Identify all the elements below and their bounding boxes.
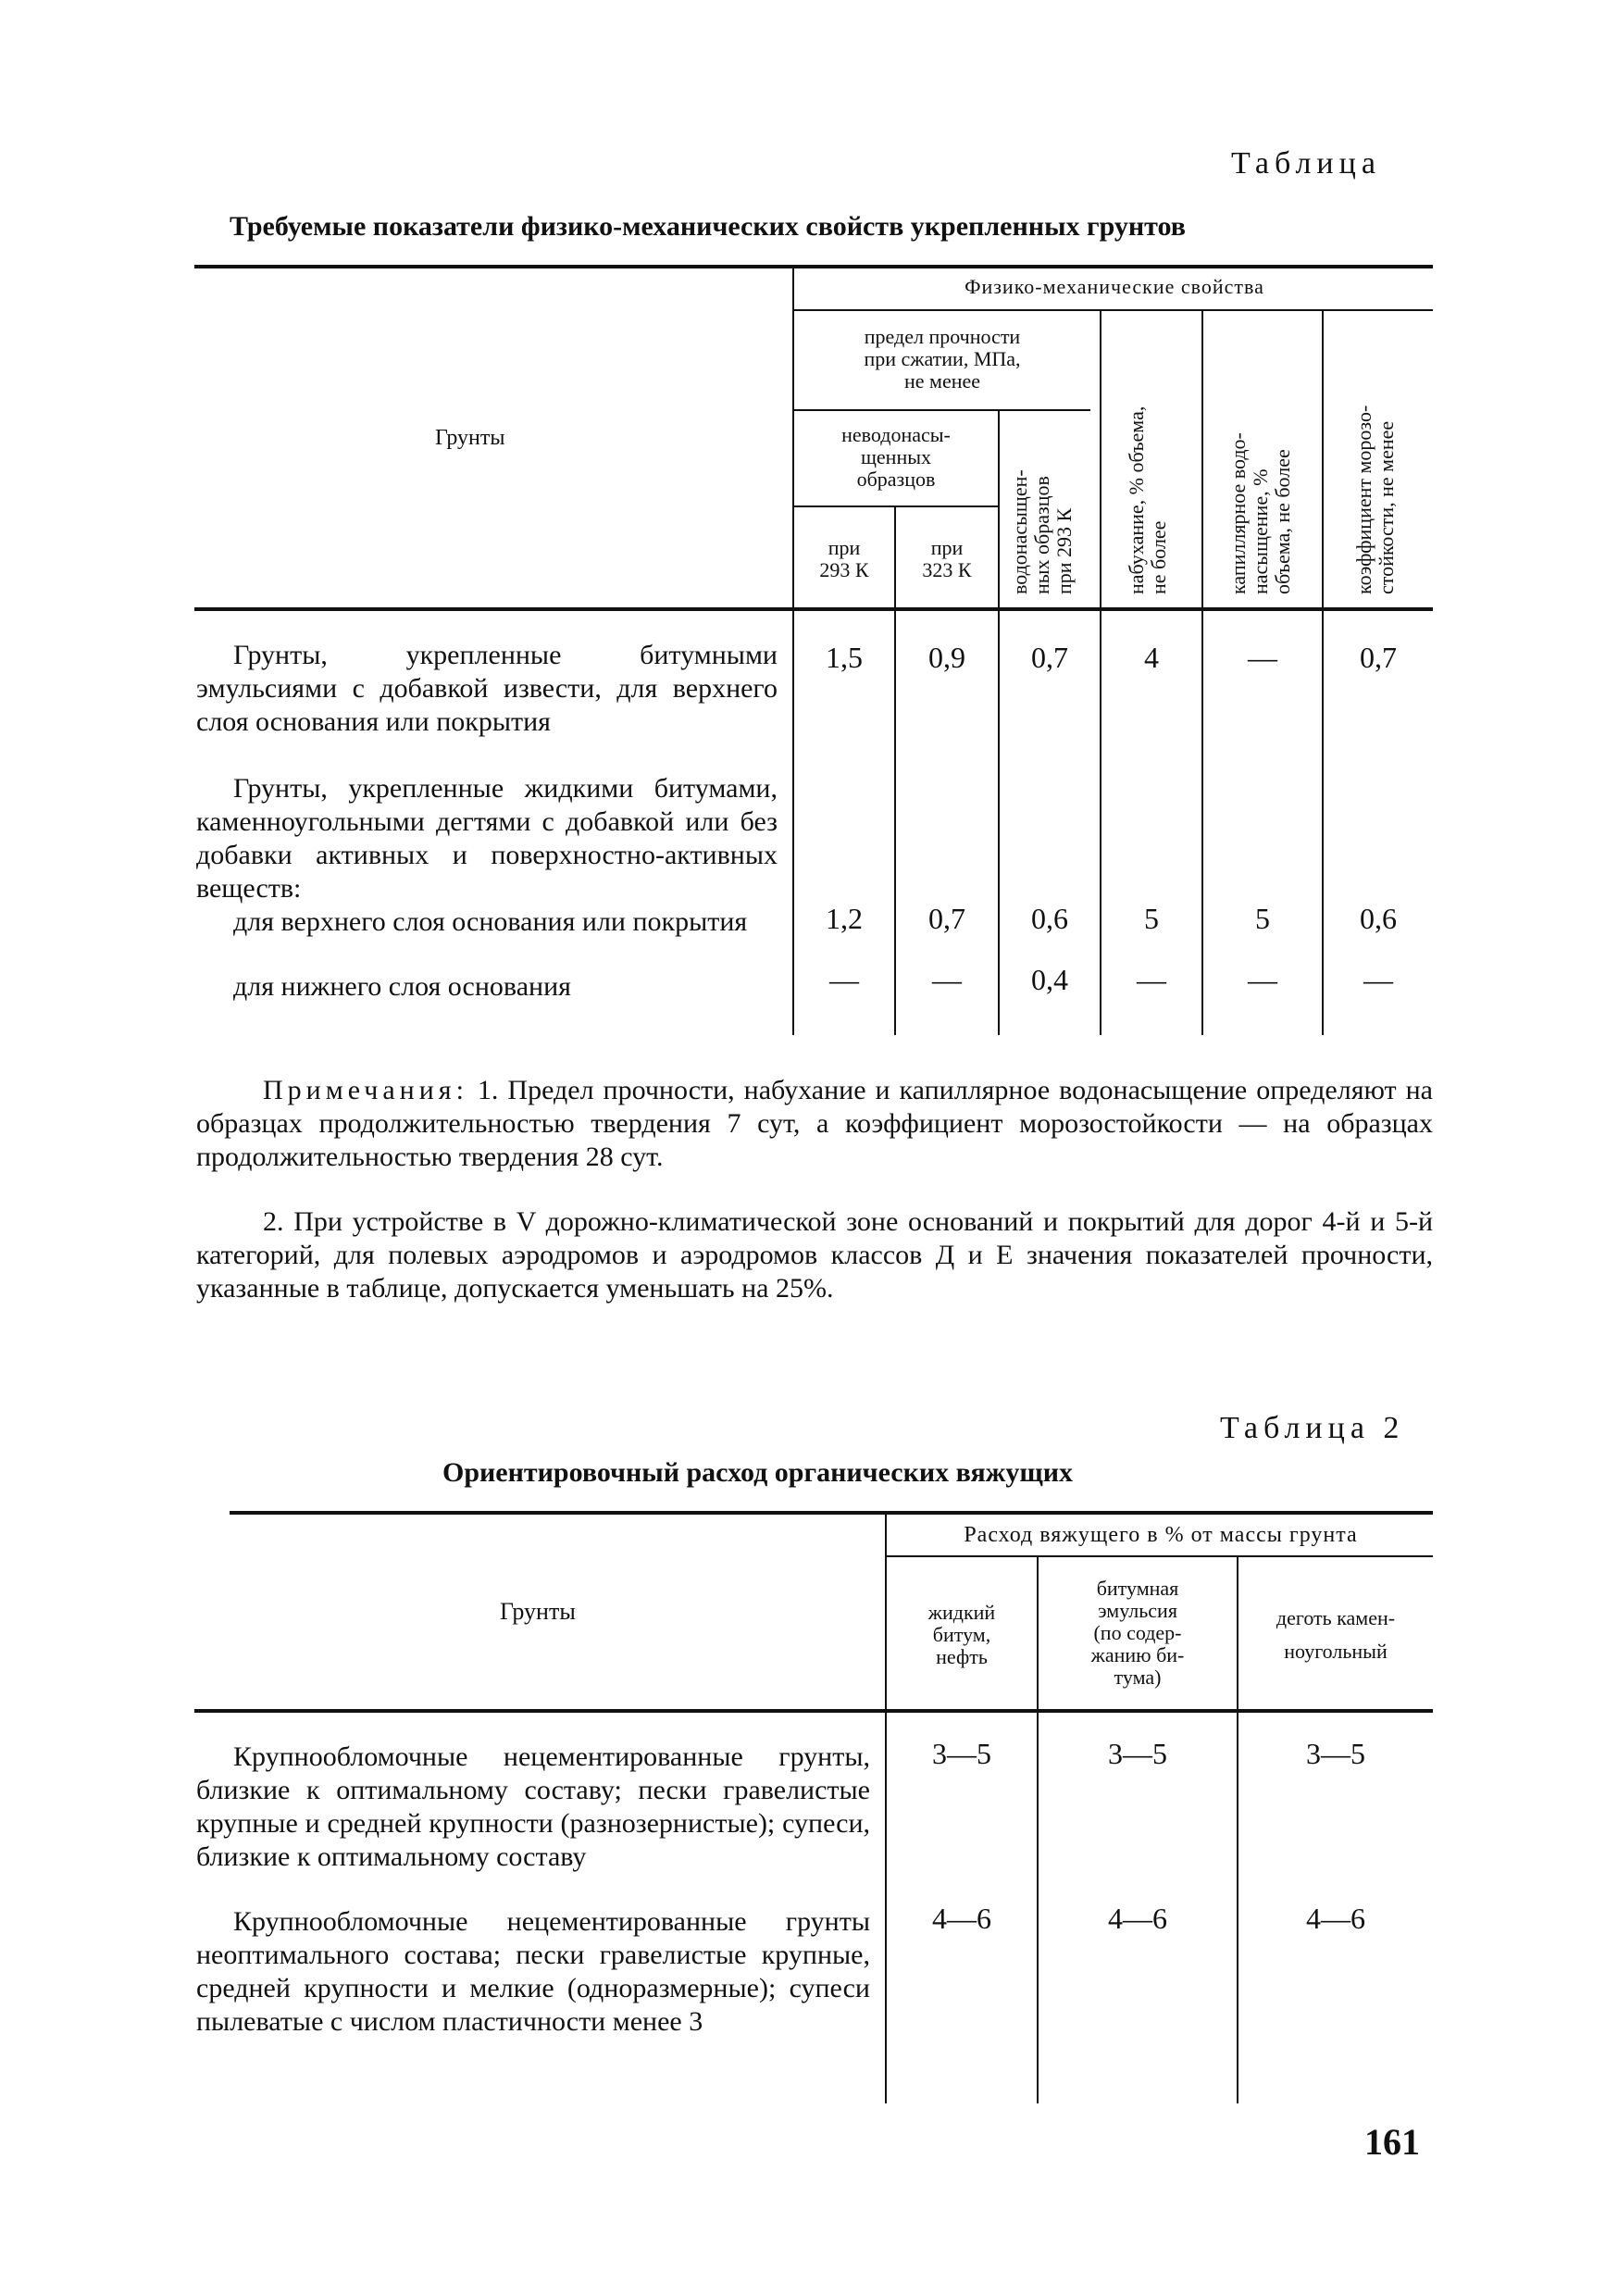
table2-title: Ориентировочный расход органических вяжущих [442, 1457, 1074, 1488]
notes-note-1 [196, 1074, 1433, 1174]
table1-col-soil: Грунты [435, 426, 505, 450]
table2-top-rule [230, 1511, 1433, 1515]
table1-unsat-rule [794, 505, 998, 507]
table1-vrule-3 [998, 411, 1000, 1035]
table1-row-3-value: 0,6 [1031, 902, 1068, 935]
notes-note-1-text: 1. Предел прочности, набухание и капиллярное водонасыщение определяют на образцах продолжительностью твердения 7 сут, а коэффициент морозостойкости — на образцах продолжительностью твердения 28 сут. [196, 1075, 1434, 1172]
table1-row-4-label: для нижнего слоя основания [233, 971, 571, 1002]
table1-row-4-value: 0,4 [1031, 963, 1068, 996]
table1-row-4-value: — [932, 963, 962, 996]
table2-group-header: Расход вяжущего в % от массы грунта [964, 1523, 1358, 1547]
table1-row-1-value: 0,7 [1031, 641, 1068, 674]
table1-row-4-value: — [1363, 963, 1393, 996]
table1-swelling-header: набухание, % объема, не более [1125, 406, 1170, 594]
page-number: 161 [1364, 2121, 1420, 2163]
table1-title: Требуемые показатели физико-механических свойств укрепленных грунтов [230, 211, 1186, 242]
table2-row-1-value: 3—5 [1108, 1737, 1167, 1770]
table2-caption: Таблица 2 [1220, 1411, 1405, 1445]
table2-col-soil: Грунты [500, 1598, 576, 1625]
table1-row-1-value: — [1248, 641, 1277, 674]
table2-row-2-value: 4—6 [1108, 1902, 1167, 1935]
table1-at323-header: при 323 К [922, 536, 972, 581]
table2-row-2-value: 4—6 [1306, 1902, 1365, 1935]
table1-row-3-value: 0,7 [928, 902, 965, 935]
table2-group-rule [887, 1555, 1433, 1557]
table1-frost-header: коэффициент морозо- стойкости, не менее [1352, 405, 1398, 594]
table1-row-3-value: 1,2 [826, 902, 863, 935]
table1-row-1-value: 0,9 [928, 641, 965, 674]
table2-col2-header: битумная эмульсия (по содер- жанию би- тума) [1090, 1577, 1185, 1689]
table1-row-3-value: 5 [1255, 902, 1270, 935]
table2-row-1-label: Крупнообломочные нецементированные грунты, близкие к оптимальному составу; пески гравелистые крупные и средней крупности (разнозернистые); супеси, близкие к оптимальному составу [196, 1741, 870, 1872]
notes-note-2: 2. При устройстве в V дорожно-климатической зоне оснований и покрытий для дорог 4-й и 5-й категорий, для полевых аэродромов и аэродромов классов Д и Е значения показателей прочности, указанные в таблице, допускается уменьшать на 25%. [196, 1206, 1433, 1304]
table1-row-4-value: — [829, 963, 859, 996]
table2-col3-header: деготь камен- ноугольный [1276, 1606, 1396, 1663]
table1-row-3-label: для верхнего слоя основания или покрытия [233, 906, 748, 937]
table1-row-1-label: Грунты, укрепленные битумными эмульсиями с добавкой извести, для верхнего слоя основания или покрытия [196, 640, 778, 737]
table1-row-4-value: — [1137, 963, 1166, 996]
table1-row-1-value: 4 [1144, 641, 1159, 674]
table1-caption: Таблица [1231, 146, 1381, 181]
table1-row-2-label: Грунты, укрепленные жидкими битумами, каменноугольными дегтями с добавкой или без добавки активных и поверхностно-активных веществ: [196, 773, 778, 904]
table1-group-header: Физико-механические свойства [965, 275, 1264, 298]
table1-capillary-header: капиллярное водо- насыщение, % объема, не более [1226, 432, 1294, 594]
table1-row-3-value: 0,6 [1360, 902, 1397, 935]
table1-header-rule [194, 607, 1433, 611]
table2-col1-header: жидкий битум, нефть [927, 1601, 996, 1668]
table1-strength-header: предел прочности при сжатии, МПа, не менее [864, 325, 1021, 393]
table1-row-3-value: 5 [1144, 902, 1159, 935]
table1-unsat-header: неводонасы- щенных образцов [841, 423, 951, 491]
table1-row-1-value: 1,5 [826, 641, 863, 674]
table1-strength-rule [794, 409, 1090, 411]
table2-row-1-value: 3—5 [932, 1737, 991, 1770]
table1-group-rule [794, 309, 1433, 311]
table1-top-rule [194, 265, 1433, 268]
table1-sat-header: водонасыщен- ных образцов при 293 К [1008, 469, 1076, 594]
notes-heading: Примечания: [263, 1075, 468, 1105]
table2-header-rule [194, 1709, 1433, 1713]
table2-row-1-value: 3—5 [1306, 1737, 1365, 1770]
table1-vrule-2 [894, 507, 896, 1035]
table1-row-1-value: 0,7 [1360, 641, 1397, 674]
table1-row-4-value: — [1248, 963, 1277, 996]
table2-row-2-label: Крупнообломочные нецементированные грунты неоптимального состава; пески гравелистые крупные, средней крупности и мелкие (одноразмерные); супеси пылеватые с числом пластичности менее 3 [196, 1906, 870, 2037]
table1-at293-header: при 293 К [819, 536, 869, 581]
table2-row-2-value: 4—6 [932, 1902, 991, 1935]
